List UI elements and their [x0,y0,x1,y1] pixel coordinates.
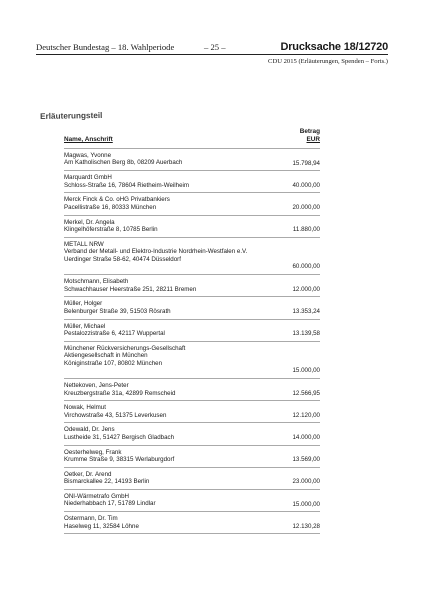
list-item [64,297,320,319]
list-item [64,342,320,379]
donor-address-line: Am Katholischen Berg 8b, 08209 Auerbach [64,159,183,167]
donor-address-line: Verband der Metall- und Elektro-Industrie Nordrhein-Westfalen e.V. [64,248,248,256]
donor-address-line: Aktiengesellschaft in München [64,352,148,360]
header-docnum-number: 12720 [358,41,388,53]
list-item [64,216,320,238]
header-docnum-prefix: Drucksache 18/ [280,41,359,53]
donor-name: Merck Finck & Co. oHG Privatbankiers [64,196,170,204]
donor-address-line: Pacellistraße 16, 80333 München [64,203,157,211]
donor-name: METALL NRW [64,240,104,248]
header-publisher: Deutscher Bundestag – 18. Wahlperiode [36,42,175,52]
donor-details [64,278,272,293]
donor-address-line: Bismarckallee 22, 14193 Berlin [64,478,150,486]
donation-amount: 12.566,95 [292,389,320,397]
running-header [36,40,388,55]
donor-details [64,196,272,211]
donor-details [64,174,272,189]
section-title: Erläuterungsteil [40,110,103,121]
donor-name: Ostermann, Dr. Tim [64,515,118,523]
list-item [64,320,320,342]
donor-details [64,515,272,530]
donor-details [64,471,272,486]
list-item [64,171,320,193]
list-item [64,512,320,534]
donor-details [64,152,272,167]
donor-name: Müller, Michael [64,322,106,330]
donor-name: ONI-Wärmetrafo GmbH [64,493,129,501]
donor-address-line: Klingelhöferstraße 8, 10785 Berlin [64,225,158,233]
column-name-header: Name, Anschrift [64,136,113,143]
donor-name: Motschmann, Elisabeth [64,278,129,286]
donor-name: Oetker, Dr. Arend [64,470,112,478]
donor-details [64,219,272,234]
donor-name: Münchener Rückversicherungs-Gesellschaft [64,344,186,352]
donation-amount: 13.139,58 [292,330,320,338]
donation-amount: 14.000,00 [292,434,320,442]
donor-address-line: Schwachhauser Heerstraße 251, 28211 Bremen [64,285,197,293]
donor-address-line: Lustheide 31, 51427 Bergisch Gladbach [64,433,175,441]
list-item [64,275,320,297]
header-subtitle: CDU 2015 (Erläuterungen, Spenden – Forts.) [268,58,388,65]
donation-amount: 15.798,94 [292,159,320,167]
list-item [64,379,320,401]
donor-address-line: Pestalozzistraße 6, 42117 Wuppertal [64,329,165,337]
header-page-number: – 25 – [204,42,226,52]
donor-address-line: Königinstraße 107, 80802 München [64,359,163,367]
donation-list [64,148,320,534]
header-document-number [280,41,388,53]
donor-address-line: Haselweg 11, 32584 Löhne [64,522,139,530]
donation-amount: 12.000,00 [292,285,320,293]
column-amount-unit: EUR [306,135,320,143]
donor-name: Nettekoven, Jens-Peter [64,382,129,390]
column-amount-label: Betrag [299,128,320,136]
list-item [64,446,320,468]
donor-details [64,404,272,419]
donor-address-line: Virchowstraße 43, 51375 Leverkusen [64,411,167,419]
column-amount-header [300,128,320,143]
donor-details [64,300,272,315]
donation-amount: 20.000,00 [292,203,320,211]
donor-name: Nowak, Helmut [64,404,106,412]
donor-details [64,426,272,441]
donor-details [64,493,272,508]
donation-amount: 12.120,00 [292,411,320,419]
donor-details [64,382,272,397]
donor-address-line: Belenburger Straße 39, 51503 Rösrath [64,307,171,315]
donor-name: Müller, Holger [64,300,103,308]
list-item [64,238,320,275]
list-item [64,401,320,423]
donor-details [64,345,272,367]
list-item [64,468,320,490]
donor-address-line: Krumme Straße 9, 38315 Werlaburgdorf [64,456,175,464]
donor-name: Oesterhelweg, Frank [64,448,122,456]
donor-details [64,241,272,263]
donation-amount: 13.353,24 [292,307,320,315]
donor-name: Merkel, Dr. Angela [64,218,115,226]
donation-amount: 15.000,00 [292,367,320,375]
donation-amount: 11.880,00 [292,226,320,234]
donation-amount: 15.000,00 [292,500,320,508]
donor-address-line: Schloss-Straße 16, 78604 Rietheim-Weilheim [64,181,190,189]
donation-amount: 12.130,28 [292,522,320,530]
list-item [64,149,320,171]
list-item [64,423,320,445]
donor-details [64,323,272,338]
donor-address-line: Kreuzbergstraße 31a, 42899 Remscheid [64,389,176,397]
donation-amount: 23.000,00 [292,478,320,486]
donation-amount: 40.000,00 [292,181,320,189]
donor-address-line: Uerdinger Straße 58-62, 40474 Düsseldorf [64,255,181,263]
list-item [64,490,320,512]
donor-details [64,449,272,464]
donation-amount: 13.569,00 [292,456,320,464]
donor-name: Marquardt GmbH [64,174,112,182]
donation-amount: 60.000,00 [292,263,320,271]
column-header [64,128,320,144]
donor-address-line: Niederhabbach 17, 51789 Lindlar [64,500,156,508]
donor-name: Odewald, Dr. Jens [64,426,115,434]
donor-name: Magwas, Yvonne [64,152,112,159]
list-item [64,193,320,215]
